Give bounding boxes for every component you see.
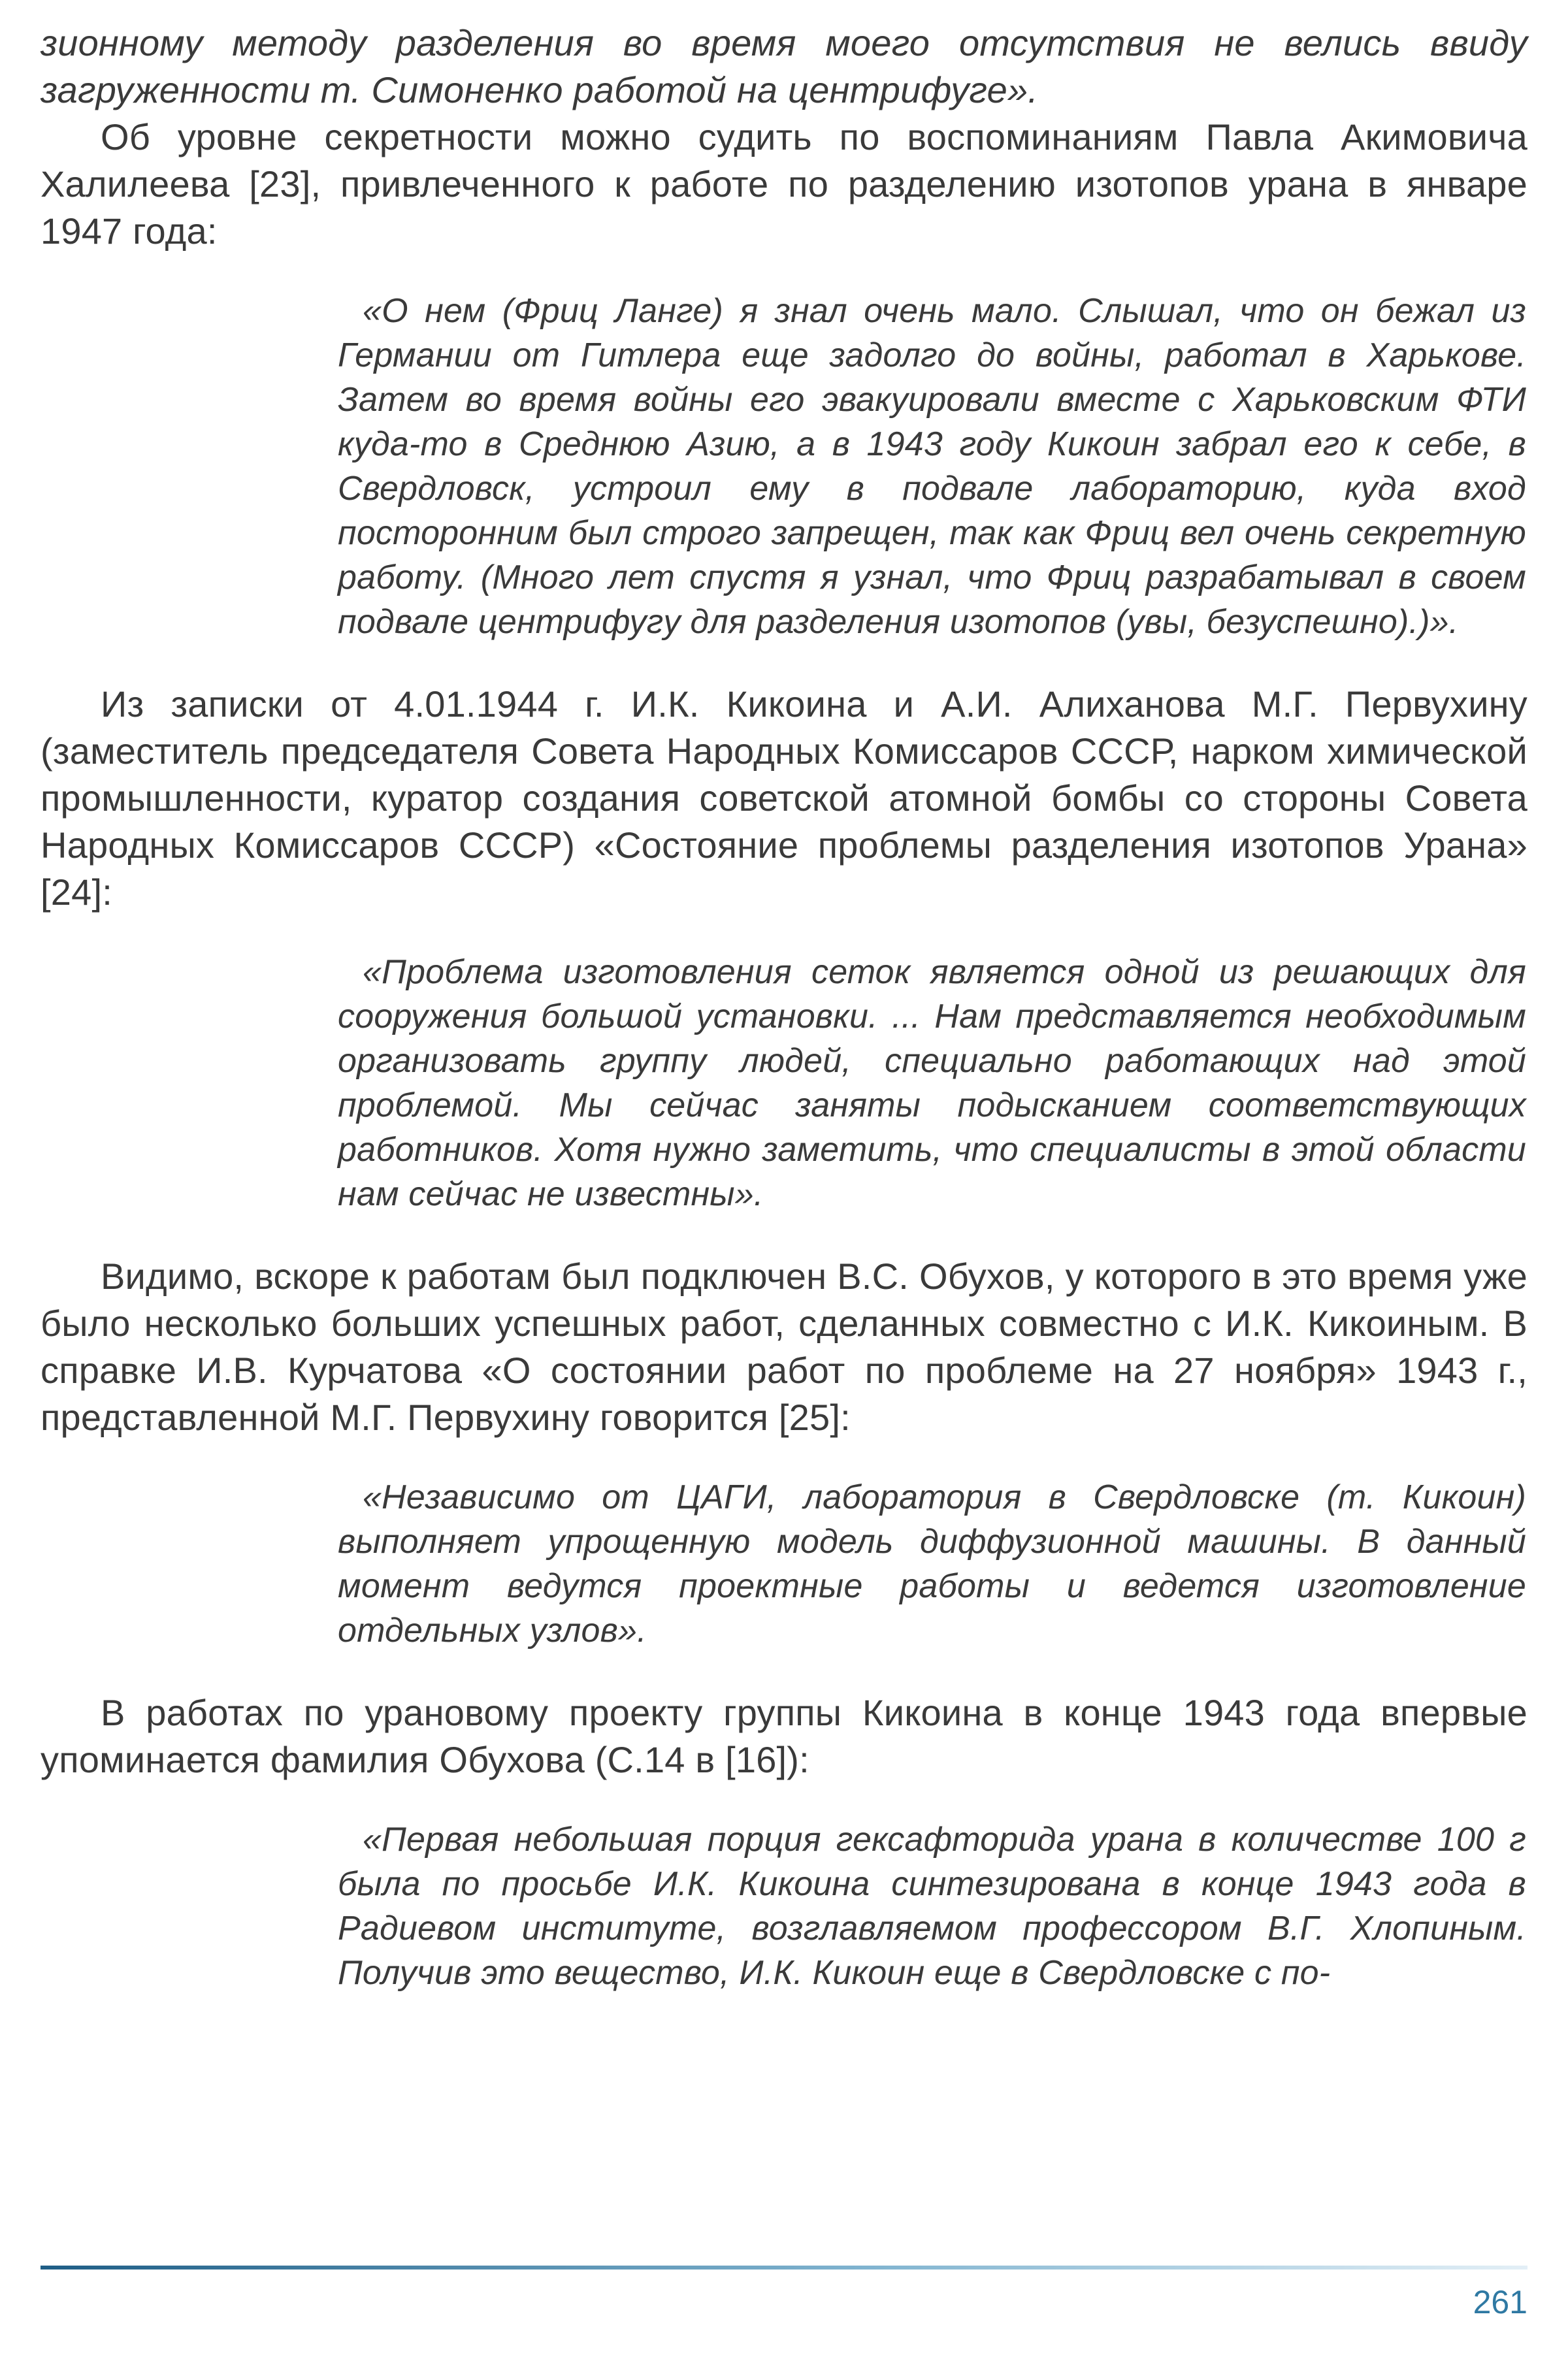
footer-rule [41,2266,1527,2270]
body-paragraph: Об уровне секретности можно судить по воспоминаниям Павла Акимовича Халилеева [23], привлеченного к работе по разделению изотопов урана в январе 1947 года: [41,116,1527,252]
body-paragraph: Видимо, вскоре к работам был подключен В.С. Обухов, у которого в это время уже было несколько больших успешных работ, сделанных совместно с И.К. Кикоиным. В справке И.В. Курчатова «О состоянии работ по проблеме на 27 ноября» 1943 г., представленной М.Г. Первухину говорится [25]: [41,1256,1527,1438]
block-quote: «О нем (Фриц Ланге) я знал очень мало. Слышал, что он бежал из Германии от Гитлера еще задолго до войны, работал в Харькове. Затем во время войны его эвакуировали вместе с Харьковским ФТИ куда-то в Среднюю Азию, а в 1943 году Кикоин забрал его к себе, в Свердловск, устроил ему в подвале лабораторию, куда вход посторонним был строго запрещен, так как Фриц вел очень секретную работу. (Много лет спустя я узнал, что Фриц разрабатывал в своем подвале центрифугу для разделения изотопов (увы, безуспешно).)». [338,292,1526,641]
block-quote: «Первая небольшая порция гексафторида урана в количестве 100 г была по просьбе И.К. Кикоина синтезирована в конце 1943 года в Радиевом институте, возглавляемом профессором В.Г. Хлопиным. Получив это вещество, И.К. Кикоин еще в Свердловске с по- [338,1821,1526,1992]
block-quote: «Проблема изготовления сеток является одной из решающих для сооружения большой установки. ... Нам представляется необходимым организовать группу людей, специально работающих над этой проблемой. Мы сейчас заняты подысканием соответствующих работников. Хотя нужно заметить, что специалисты в этой области нам сейчас не известны». [338,953,1526,1213]
page-footer [41,2266,1527,2319]
page-content [41,20,1527,2032]
body-paragraph: В работах по урановому проекту группы Кикоина в конце 1943 года впервые упоминается фамилия Обухова (С.14 в [16]): [41,1692,1527,1780]
page-number: 261 [1473,2284,1527,2320]
block-quote: «Независимо от ЦАГИ, лаборатория в Свердловске (т. Кикоин) выполняет упрощенную модель диффузионной машины. В данный момент ведутся проектные работы и ведется изготовление отдельных узлов». [338,1478,1526,1650]
body-paragraph: Из записки от 4.01.1944 г. И.К. Кикоина и А.И. Алиханова М.Г. Первухину (заместитель председателя Совета Народных Комиссаров СССР, нарком химической промышленности, куратор создания советской атомной бомбы со стороны Совета Народных Комиссаров СССР) «Состояние проблемы разделения изотопов Урана» [24]: [41,683,1527,913]
quote-continuation-paragraph: зионному методу разделения во время моего отсутствия не велись ввиду загруженности т. Симоненко работой на центрифуге». [41,22,1527,110]
